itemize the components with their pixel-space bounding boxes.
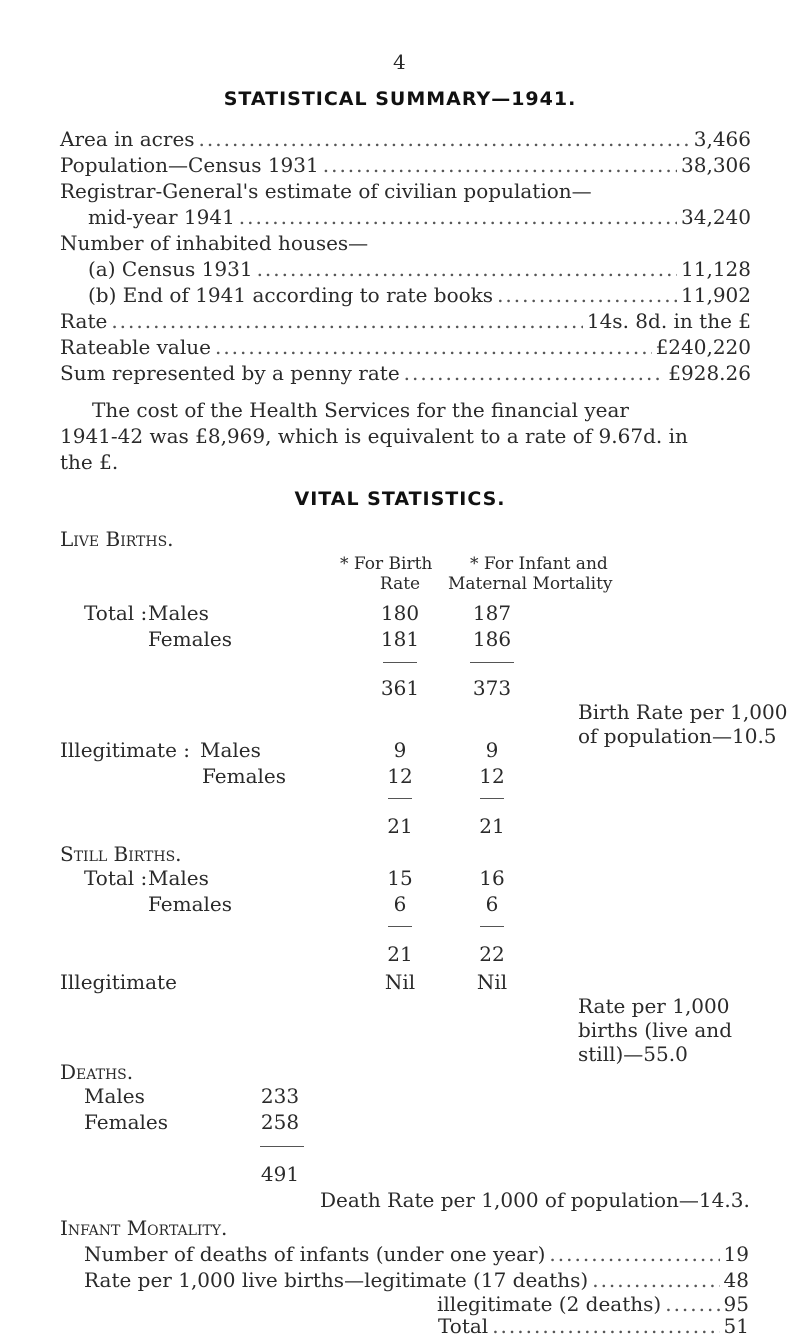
live-births-heading: Live Births. [60, 527, 174, 551]
rule [470, 662, 514, 663]
rule [260, 1146, 304, 1147]
live-females-birth-rate: 181 [380, 627, 420, 651]
still-females-label: Females [148, 892, 233, 916]
summary-row-area [60, 127, 751, 151]
summary-row-value: £928.26 [668, 361, 751, 385]
live-total-label: Total : [84, 601, 148, 625]
birth-rate-note-line2: of population—10.5 [578, 724, 777, 748]
cost-paragraph-line3: the £. [60, 450, 119, 474]
col-header-infant-line1: * For Infant and [470, 554, 608, 574]
deaths-males-value: 233 [260, 1084, 300, 1108]
live-sum-infant: 373 [472, 676, 512, 700]
deaths-males-label: Males [84, 1084, 145, 1108]
still-births-heading: Still Births. [60, 842, 182, 866]
infant-row-label: Total [438, 1314, 489, 1338]
infant-row-label: illegitimate (2 deaths) [437, 1292, 662, 1316]
summary-row-houses-heading: Number of inhabited houses— [60, 231, 369, 255]
summary-row-value: 14s. 8d. in the £ [586, 309, 751, 333]
still-illegit-birth-rate: Nil [384, 970, 416, 994]
cost-paragraph-line2: 1941-42 was £8,969, which is equivalent to a rate of 9.67d. in [60, 424, 688, 448]
summary-row-label: mid-year 1941 [88, 205, 235, 229]
death-rate-note: Death Rate per 1,000 of population—14.3. [320, 1188, 750, 1212]
summary-row-rateable-value [60, 335, 751, 359]
page-number: 4 [393, 50, 406, 74]
summary-row-label: (a) Census 1931 [88, 257, 253, 281]
vital-title: VITAL STATISTICS. [294, 488, 506, 510]
summary-title: STATISTICAL SUMMARY—1941. [223, 88, 577, 110]
deaths-females-value: 258 [260, 1110, 300, 1134]
rule [480, 926, 504, 927]
rule [480, 798, 504, 799]
illegit-males-infant: 9 [485, 738, 499, 762]
infant-row-total [438, 1314, 749, 1338]
summary-row-label: Area in acres [60, 127, 195, 151]
still-rate-note-line2: births (live and [578, 1018, 732, 1042]
summary-row-label: Rateable value [60, 335, 211, 359]
infant-row-value: 95 [723, 1292, 749, 1316]
live-sum-birth-rate: 361 [380, 676, 420, 700]
col-header-birth-rate-line2: Rate [379, 574, 421, 594]
infant-row-deaths [84, 1242, 749, 1266]
summary-row-estimate-heading: Registrar-General's estimate of civilian population— [60, 179, 592, 203]
still-rate-note-line1: Rate per 1,000 [578, 994, 730, 1018]
summary-row-label: Population—Census 1931 [60, 153, 319, 177]
rule [388, 926, 412, 927]
summary-row-penny-rate [60, 361, 751, 385]
infant-row-value: 51 [723, 1314, 749, 1338]
illegit-females-label: Females [202, 764, 287, 788]
summary-row-label: Sum represented by a penny rate [60, 361, 400, 385]
summary-row-value: 34,240 [681, 205, 751, 229]
infant-row-illegitimate [437, 1292, 749, 1316]
summary-row-label: (b) End of 1941 according to rate books [88, 283, 494, 307]
infant-row-label: Rate per 1,000 live births—legitimate (17 deaths) [84, 1268, 589, 1292]
infant-mortality-heading: Infant Mortality. [60, 1216, 228, 1240]
live-males-birth-rate: 180 [380, 601, 420, 625]
birth-rate-note-line1: Birth Rate per 1,000 [578, 700, 788, 724]
live-females-label: Females [148, 627, 233, 651]
rule [388, 798, 412, 799]
still-illegit-label: Illegitimate [60, 970, 177, 994]
still-males-infant: 16 [479, 866, 505, 890]
still-males-label: Males [148, 866, 209, 890]
infant-row-label: Number of deaths of infants (under one year) [84, 1242, 546, 1266]
illegit-males-birth-rate: 9 [393, 738, 407, 762]
still-sum-infant: 22 [479, 942, 505, 966]
live-males-label: Males [148, 601, 209, 625]
still-males-birth-rate: 15 [387, 866, 413, 890]
summary-row-value: 3,466 [693, 127, 751, 151]
illegit-label: Illegitimate : [60, 738, 191, 762]
deaths-females-label: Females [84, 1110, 169, 1134]
summary-row-label: Rate [60, 309, 108, 333]
live-males-infant: 187 [472, 601, 512, 625]
still-rate-note-line3: still)—55.0 [578, 1042, 688, 1066]
still-sum-birth-rate: 21 [387, 942, 413, 966]
summary-row-population [60, 153, 751, 177]
illegit-females-birth-rate: 12 [387, 764, 413, 788]
summary-row-value: £240,220 [655, 335, 751, 359]
summary-row-value: 38,306 [681, 153, 751, 177]
still-total-label: Total : [84, 866, 148, 890]
still-females-birth-rate: 6 [393, 892, 407, 916]
infant-row-value: 48 [723, 1268, 749, 1292]
still-illegit-infant: Nil [476, 970, 508, 994]
summary-row-rate-books [88, 283, 751, 307]
col-header-birth-rate-line1: * For Birth [340, 554, 433, 574]
illegit-males-label: Males [200, 738, 261, 762]
infant-row-value: 19 [723, 1242, 749, 1266]
summary-row-rate [60, 309, 751, 333]
deaths-total-value: 491 [260, 1162, 300, 1186]
cost-paragraph-line1: The cost of the Health Services for the financial year [92, 398, 629, 422]
summary-row-midyear [88, 205, 751, 229]
illegit-females-infant: 12 [479, 764, 505, 788]
summary-row-census-houses [88, 257, 751, 281]
live-females-infant: 186 [472, 627, 512, 651]
rule [383, 662, 417, 663]
still-females-infant: 6 [485, 892, 499, 916]
summary-row-value: 11,128 [681, 257, 751, 281]
illegit-sum-infant: 21 [479, 814, 505, 838]
deaths-heading: Deaths. [60, 1060, 134, 1084]
col-header-infant-line2: Maternal Mortality [448, 574, 613, 594]
summary-row-value: 11,902 [681, 283, 751, 307]
infant-row-legitimate [84, 1268, 749, 1292]
illegit-sum-birth-rate: 21 [387, 814, 413, 838]
